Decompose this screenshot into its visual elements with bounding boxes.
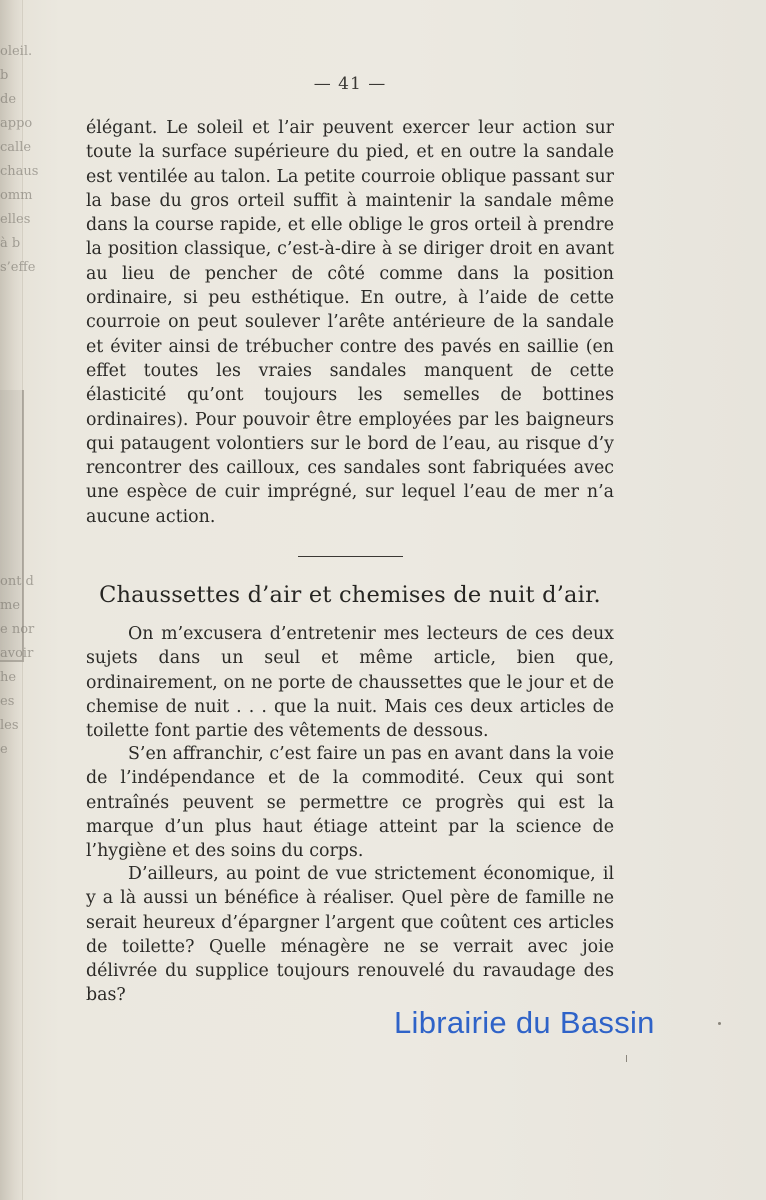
fragment: de [0, 92, 17, 107]
ink-speck [718, 1022, 721, 1025]
fragment: e nor [0, 622, 35, 637]
fragment: s’effe [0, 260, 36, 275]
fragment: e [0, 742, 8, 757]
fragment: appo [0, 116, 33, 131]
fragment: calle [0, 140, 32, 155]
fragment: à b [0, 236, 21, 251]
fragment: b [0, 68, 9, 83]
paragraph: S’en affranchir, c’est faire un pas en avant dans la voie de l’indépendance et de la commodité. Ceux qui sont entraînés peuvent se permettre ce progrès qui est la marque d’un plus haut étiage atteint par la science de l’hygiène et des soins du corps. [86, 744, 614, 862]
section-title: Chaussettes d’air et chemises de nuit d’air. [99, 582, 601, 608]
fragment: ont d [0, 574, 34, 589]
fragment: me [0, 598, 21, 613]
fragment: he [0, 670, 17, 685]
watermark: Librairie du Bassin [394, 1005, 655, 1040]
paragraph: D’ailleurs, au point de vue strictement économique, il y a là aussi un bénéfice à réaliser. Quel père de famille ne serait heureux d’épargner l’argent que coûtent ces articles de toilette? Quelle ménagère ne se verrait avec joie délivrée du supplice toujours renouvelé du ravaudage des bas? [86, 864, 614, 1006]
continued-paragraph: élégant. Le soleil et l’air peuvent exercer leur action sur toute la surface supérieure du pied, et en outre la sandale est ventilée au talon. La petite courroie oblique passant sur la base du gros orteil suffit à maintenir la sandale même dans la course rapide, et elle oblige le gros orteil à prendre la position classique, c’est-à-dire à se diriger droit en avant au lieu de pencher de côté comme dans la position ordinaire, si peu esthétique. En outre, à l’aide de cette courroie on peut soulever l’arête antérieure de la sandale et éviter ainsi de trébucher contre des pavés en saillie (en effet toutes les vraies sandales manquent de cette élasticité qu’ont toujours les semelles de bottines ordinaires). Pour pouvoir être employées par les baigneurs qui pataugent volontiers sur le bord de l’eau, au risque d’y rencontrer des cailloux, ces sandales sont fabriquées avec une espèce de cuir imprégné, sur lequel l’eau de mer n’a aucune action. [86, 118, 614, 527]
fragment: omm [0, 188, 33, 203]
fragment: oleil. [0, 44, 33, 59]
fragment: es [0, 694, 15, 709]
page-number: — 41 — [313, 74, 387, 94]
fragment: chaus [0, 164, 39, 179]
ink-speck [626, 1055, 627, 1062]
section-divider [298, 556, 403, 557]
paragraph: On m’excusera d’entretenir mes lecteurs de ces deux sujets dans un seul et même article, bien que, ordinairement, on ne porte de chaussettes que le jour et de chemise de nuit . . . que la nuit. Mais ces deux articles de toilette font partie des vêtements de dessous. [86, 624, 614, 742]
adjacent-page-fragments [0, 40, 46, 1140]
fragment: elles [0, 212, 31, 227]
fragment: les [0, 718, 19, 733]
fragment: avoir [0, 646, 34, 661]
